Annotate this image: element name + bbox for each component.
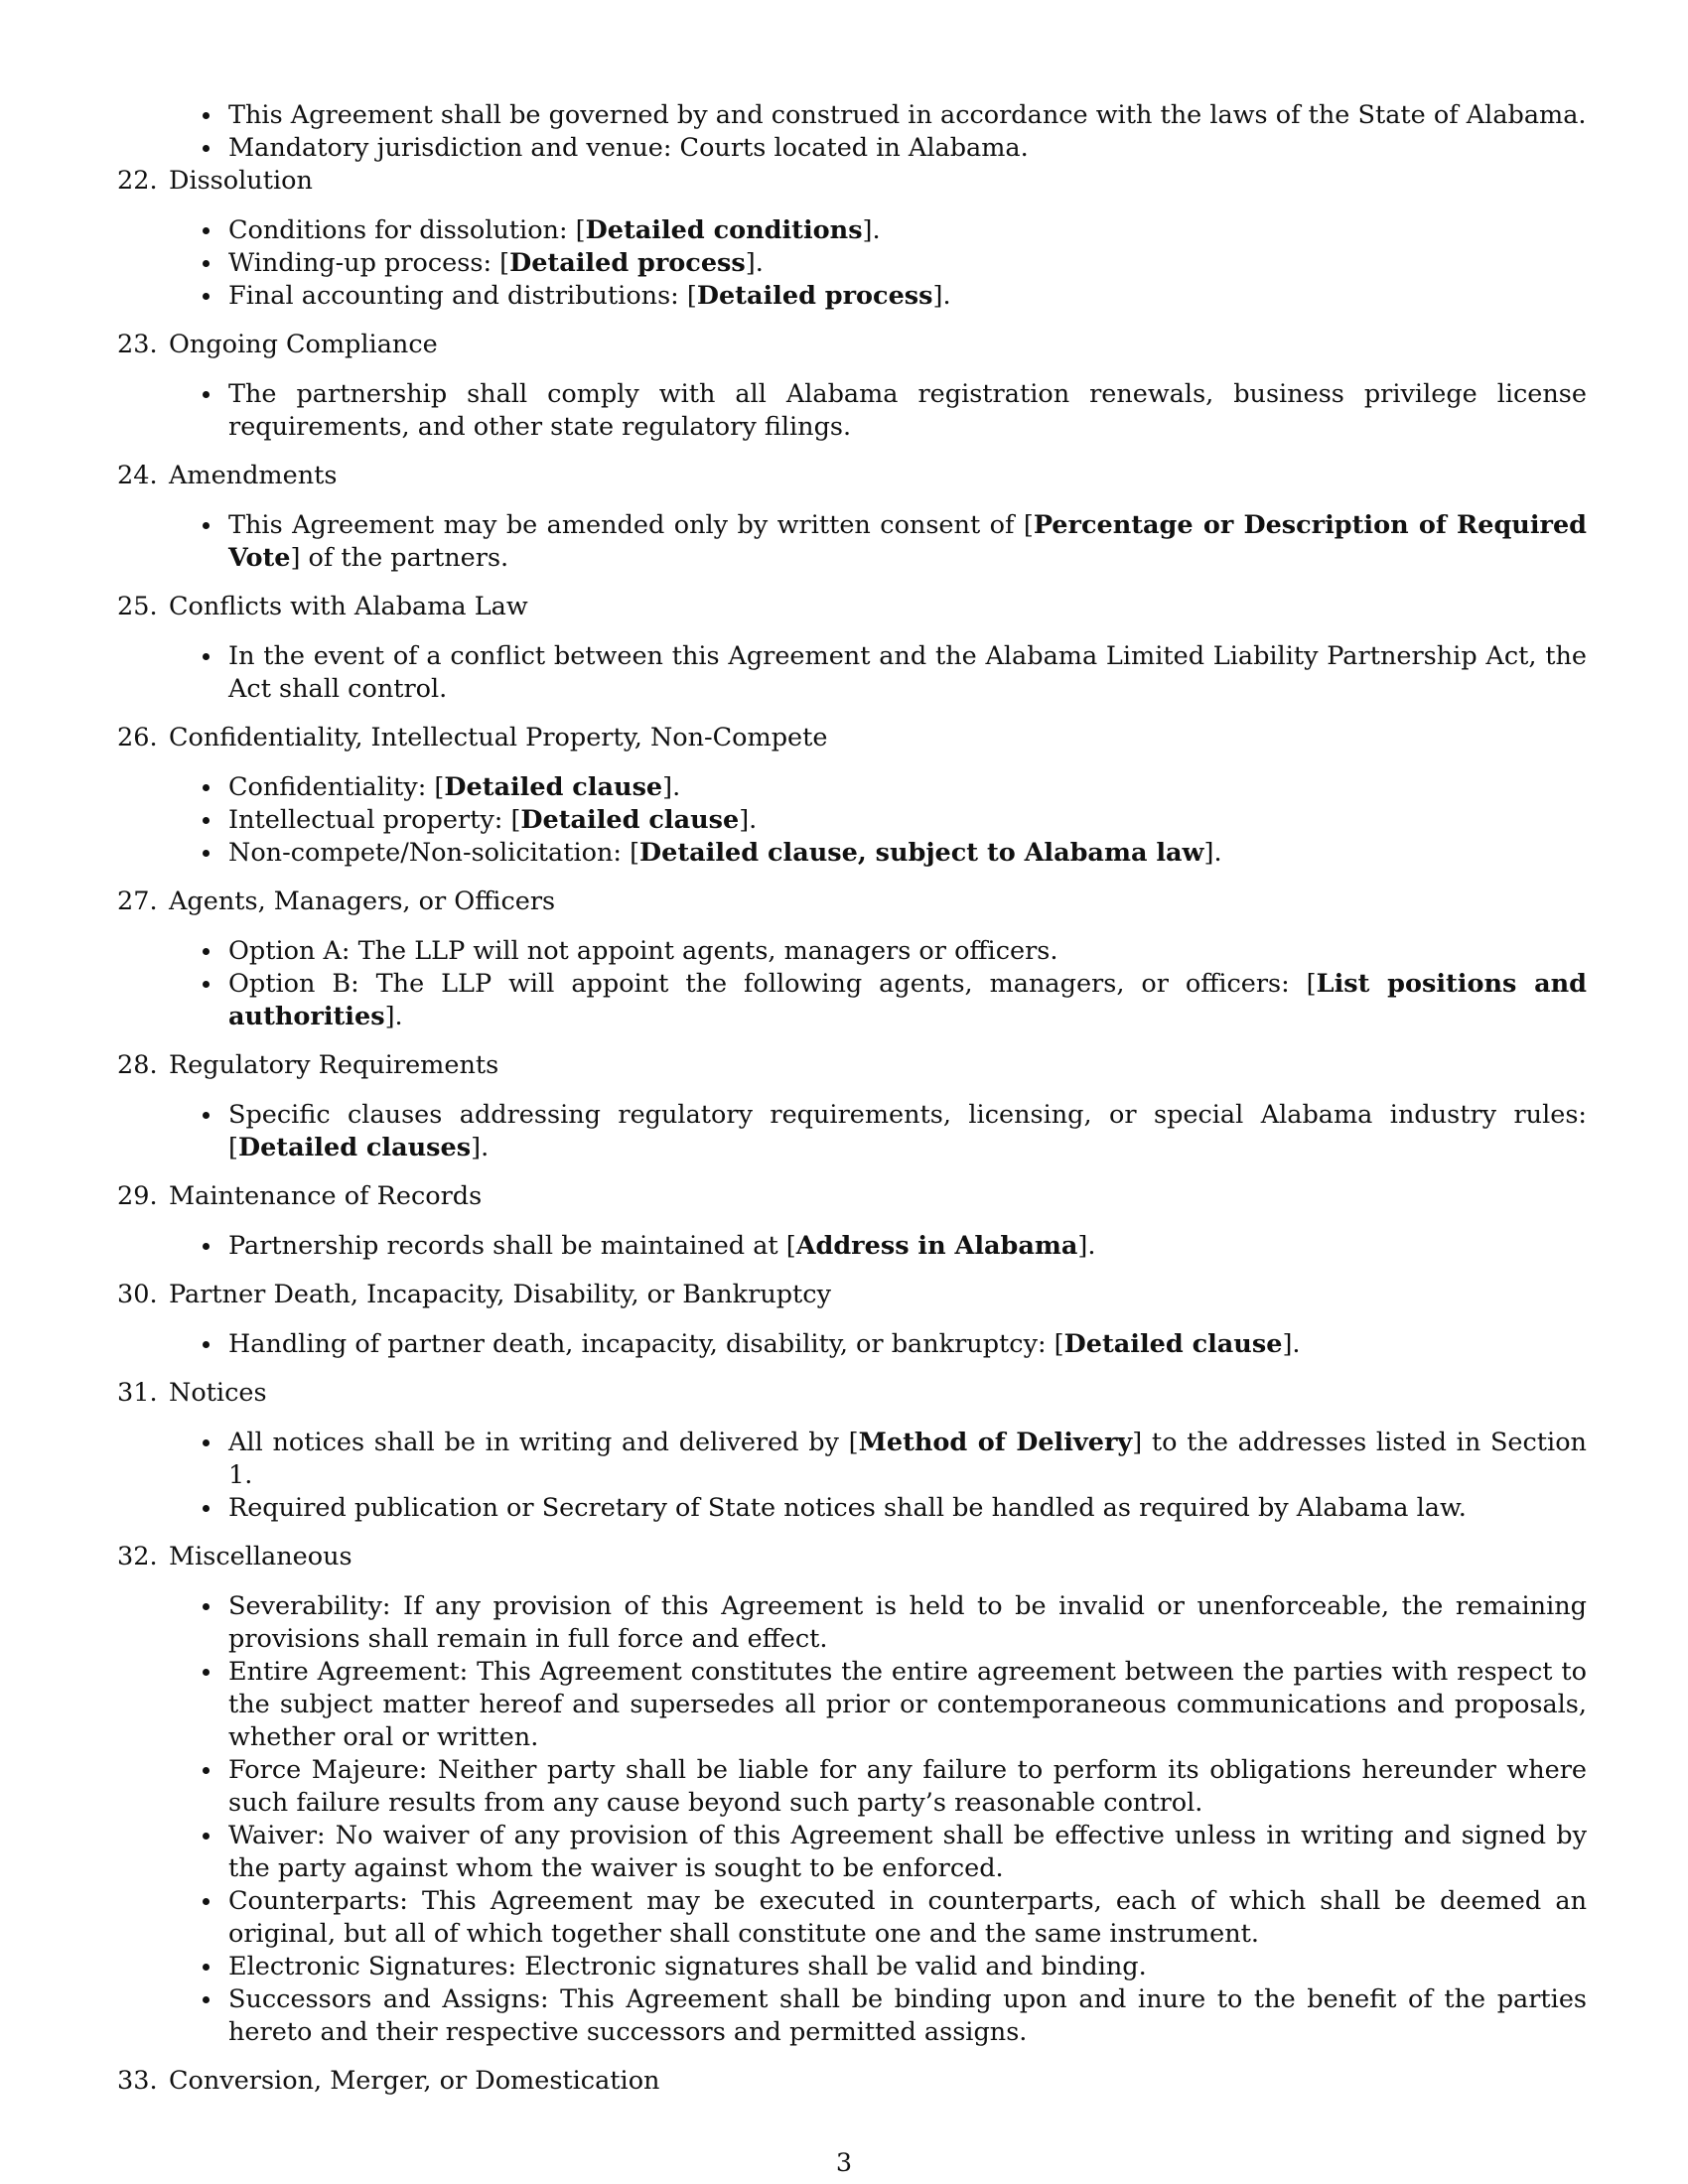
section-title: Conflicts with Alabama Law bbox=[169, 592, 528, 621]
section-title: Confidentiality, Intellectual Property, Non-Compete bbox=[169, 723, 828, 752]
list-item bbox=[228, 1427, 1587, 1492]
section-heading bbox=[117, 329, 1587, 361]
list-item: This Agreement shall be governed by and construed in accordance with the laws of the State of Alabama. bbox=[228, 100, 1587, 130]
section-bullets bbox=[117, 1427, 1587, 1525]
section-title: Partner Death, Incapacity, Disability, or Bankruptcy bbox=[169, 1280, 831, 1309]
list-item bbox=[228, 1754, 1587, 1820]
clause-text: Severability: If any provision of this Agreement is held to be invalid or unenforceable, the remaining provisions shall remain in full force and effect. bbox=[228, 1591, 1587, 1654]
clause-text: Electronic Signatures: Electronic signatures shall be valid and binding. bbox=[228, 1952, 1147, 1981]
section-number: 31. bbox=[117, 1378, 158, 1408]
list-item bbox=[228, 1656, 1587, 1754]
section-bullets bbox=[117, 1590, 1587, 2049]
section bbox=[117, 722, 1587, 870]
section-heading bbox=[117, 591, 1587, 623]
list-item bbox=[228, 1983, 1587, 2049]
section-title: Miscellaneous bbox=[169, 1542, 352, 1571]
clause-text: ]. bbox=[1203, 838, 1222, 868]
section-heading bbox=[117, 722, 1587, 754]
list-item bbox=[228, 1951, 1587, 1983]
section-bullets bbox=[117, 378, 1587, 444]
section bbox=[117, 2065, 1587, 2098]
clause-text: Option A: The LLP will not appoint agents, managers or officers. bbox=[228, 936, 1058, 966]
clause-text: All notices shall be in writing and delivered by [ bbox=[228, 1428, 859, 1457]
section-heading bbox=[117, 1049, 1587, 1082]
clause-text: Non-compete/Non-solicitation: [ bbox=[228, 838, 640, 868]
section-number: 25. bbox=[117, 592, 158, 621]
placeholder-text: Address in Alabama bbox=[795, 1231, 1078, 1261]
section-number: 27. bbox=[117, 887, 158, 916]
section bbox=[117, 1377, 1587, 1525]
clause-text: ] to the addresses listed in Section 1. bbox=[228, 1428, 1587, 1490]
clause-text: ]. bbox=[471, 1133, 490, 1162]
list-item bbox=[228, 1099, 1587, 1164]
section-number: 28. bbox=[117, 1050, 158, 1080]
clause-text: Final accounting and distributions: [ bbox=[228, 281, 697, 311]
section-title: Agents, Managers, or Officers bbox=[169, 887, 556, 916]
page-number: 3 bbox=[835, 2148, 853, 2178]
clause-text: Waiver: No waiver of any provision of this Agreement shall be effective unless in writing and signed by the party against whom the waiver is sought to be enforced. bbox=[228, 1821, 1587, 1883]
section-number: 32. bbox=[117, 1542, 158, 1571]
clause-text: ]. bbox=[1077, 1231, 1096, 1261]
clause-text: Option B: The LLP will appoint the following agents, managers, or officers: [ bbox=[228, 969, 1317, 999]
list-item bbox=[228, 280, 1587, 313]
list-item bbox=[228, 1590, 1587, 1656]
section bbox=[117, 460, 1587, 575]
section-title: Notices bbox=[169, 1378, 267, 1408]
list-item bbox=[228, 247, 1587, 280]
section-bullets bbox=[117, 1328, 1587, 1361]
section-heading bbox=[117, 1279, 1587, 1311]
list-item bbox=[228, 837, 1587, 870]
clause-text: ]. bbox=[932, 281, 951, 311]
clause-text: Winding-up process: [ bbox=[228, 248, 510, 278]
placeholder-text: List positions and authorities bbox=[228, 969, 1587, 1031]
sections-list bbox=[117, 165, 1587, 2098]
clause-text: Entire Agreement: This Agreement constitutes the entire agreement between the parties with respect to the subject matter hereof and supersedes all prior or contemporaneous communications and proposals, whether oral or written. bbox=[228, 1657, 1587, 1752]
list-item: Mandatory jurisdiction and venue: Courts located in Alabama. bbox=[228, 132, 1587, 165]
clause-text: ]. bbox=[862, 215, 881, 245]
list-item bbox=[228, 640, 1587, 706]
section-heading bbox=[117, 460, 1587, 492]
clause-text: The partnership shall comply with all Alabama registration renewals, business privilege license requirements, and other state regulatory filings. bbox=[228, 379, 1587, 442]
list-item bbox=[228, 935, 1587, 968]
section bbox=[117, 1279, 1587, 1361]
section bbox=[117, 1180, 1587, 1263]
list-item bbox=[228, 1885, 1587, 1951]
section-title: Dissolution bbox=[169, 166, 313, 196]
clause-text: Intellectual property: [ bbox=[228, 805, 521, 835]
clause-text: Force Majeure: Neither party shall be liable for any failure to perform its obligations hereunder where such failure results from any cause beyond such party’s reasonable control. bbox=[228, 1755, 1587, 1818]
section-title: Maintenance of Records bbox=[169, 1181, 483, 1211]
placeholder-text: Detailed clause bbox=[444, 772, 663, 802]
section-bullets bbox=[117, 509, 1587, 575]
section-bullets bbox=[117, 214, 1587, 313]
clause-text: Required publication or Secretary of State notices shall be handled as required by Alabama law. bbox=[228, 1493, 1467, 1523]
placeholder-text: Detailed clause bbox=[520, 805, 740, 835]
section-number: 24. bbox=[117, 461, 158, 490]
clause-text: Confidentiality: [ bbox=[228, 772, 445, 802]
section-heading bbox=[117, 886, 1587, 918]
document-body bbox=[117, 99, 1587, 2114]
placeholder-text: Detailed process bbox=[696, 281, 933, 311]
section-bullets bbox=[117, 935, 1587, 1033]
placeholder-text: Method of Delivery bbox=[858, 1428, 1133, 1457]
list-item bbox=[228, 1328, 1587, 1361]
section bbox=[117, 165, 1587, 313]
section bbox=[117, 1049, 1587, 1164]
section-bullets bbox=[117, 771, 1587, 870]
clause-text: Counterparts: This Agreement may be executed in counterparts, each of which shall be deemed an original, but all of which together shall constitute one and the same instrument. bbox=[228, 1886, 1587, 1949]
section-number: 22. bbox=[117, 166, 158, 196]
section-number: 30. bbox=[117, 1280, 158, 1309]
list-item bbox=[228, 378, 1587, 444]
section bbox=[117, 329, 1587, 444]
section-heading bbox=[117, 1377, 1587, 1410]
clause-text: ]. bbox=[1282, 1329, 1301, 1359]
section bbox=[117, 591, 1587, 706]
placeholder-text: Percentage or Description of Required Vote bbox=[228, 510, 1588, 573]
section-title: Regulatory Requirements bbox=[169, 1050, 499, 1080]
clause-text: ]. bbox=[662, 772, 681, 802]
list-item bbox=[228, 1230, 1587, 1263]
section-heading bbox=[117, 2065, 1587, 2098]
section-number: 26. bbox=[117, 723, 158, 752]
list-item bbox=[228, 509, 1587, 575]
governing-law-bullets bbox=[117, 99, 1587, 165]
section bbox=[117, 1541, 1587, 2049]
section-bullets bbox=[117, 1099, 1587, 1164]
section-bullets bbox=[117, 640, 1587, 706]
section-heading bbox=[117, 1541, 1587, 1573]
list-item bbox=[228, 1492, 1587, 1525]
section-title: Amendments bbox=[169, 461, 338, 490]
clause-text: Partnership records shall be maintained at [ bbox=[228, 1231, 796, 1261]
placeholder-text: Detailed process bbox=[509, 248, 746, 278]
clause-text: Specific clauses addressing regulatory requirements, licensing, or special Alabama industry rules: [ bbox=[228, 1100, 1587, 1162]
list-item bbox=[228, 771, 1587, 804]
section-heading bbox=[117, 165, 1587, 198]
placeholder-text: Detailed clause bbox=[1063, 1329, 1283, 1359]
section-number: 33. bbox=[117, 2066, 158, 2096]
clause-text: ]. bbox=[745, 248, 764, 278]
placeholder-text: Detailed conditions bbox=[585, 215, 863, 245]
section-title: Conversion, Merger, or Domestication bbox=[169, 2066, 660, 2096]
section-title: Ongoing Compliance bbox=[169, 330, 438, 359]
clause-text: Conditions for dissolution: [ bbox=[228, 215, 586, 245]
clause-text: In the event of a conflict between this Agreement and the Alabama Limited Liability Partnership Act, the Act shall control. bbox=[228, 641, 1587, 704]
section bbox=[117, 886, 1587, 1033]
placeholder-text: Detailed clause, subject to Alabama law bbox=[639, 838, 1204, 868]
placeholder-text: Detailed clauses bbox=[237, 1133, 472, 1162]
section-number: 29. bbox=[117, 1181, 158, 1211]
clause-text: ]. bbox=[739, 805, 758, 835]
clause-text: Handling of partner death, incapacity, disability, or bankruptcy: [ bbox=[228, 1329, 1064, 1359]
list-item bbox=[228, 214, 1587, 247]
section-heading bbox=[117, 1180, 1587, 1213]
clause-text: Successors and Assigns: This Agreement shall be binding upon and inure to the benefit of the parties hereto and their respective successors and permitted assigns. bbox=[228, 1984, 1587, 2047]
list-item bbox=[228, 1820, 1587, 1885]
list-item bbox=[228, 804, 1587, 837]
section-number: 23. bbox=[117, 330, 158, 359]
clause-text: This Agreement may be amended only by written consent of [ bbox=[228, 510, 1034, 540]
section-bullets bbox=[117, 1230, 1587, 1263]
list-item bbox=[228, 968, 1587, 1033]
clause-text: ] of the partners. bbox=[290, 543, 509, 573]
clause-text: ]. bbox=[384, 1002, 403, 1031]
